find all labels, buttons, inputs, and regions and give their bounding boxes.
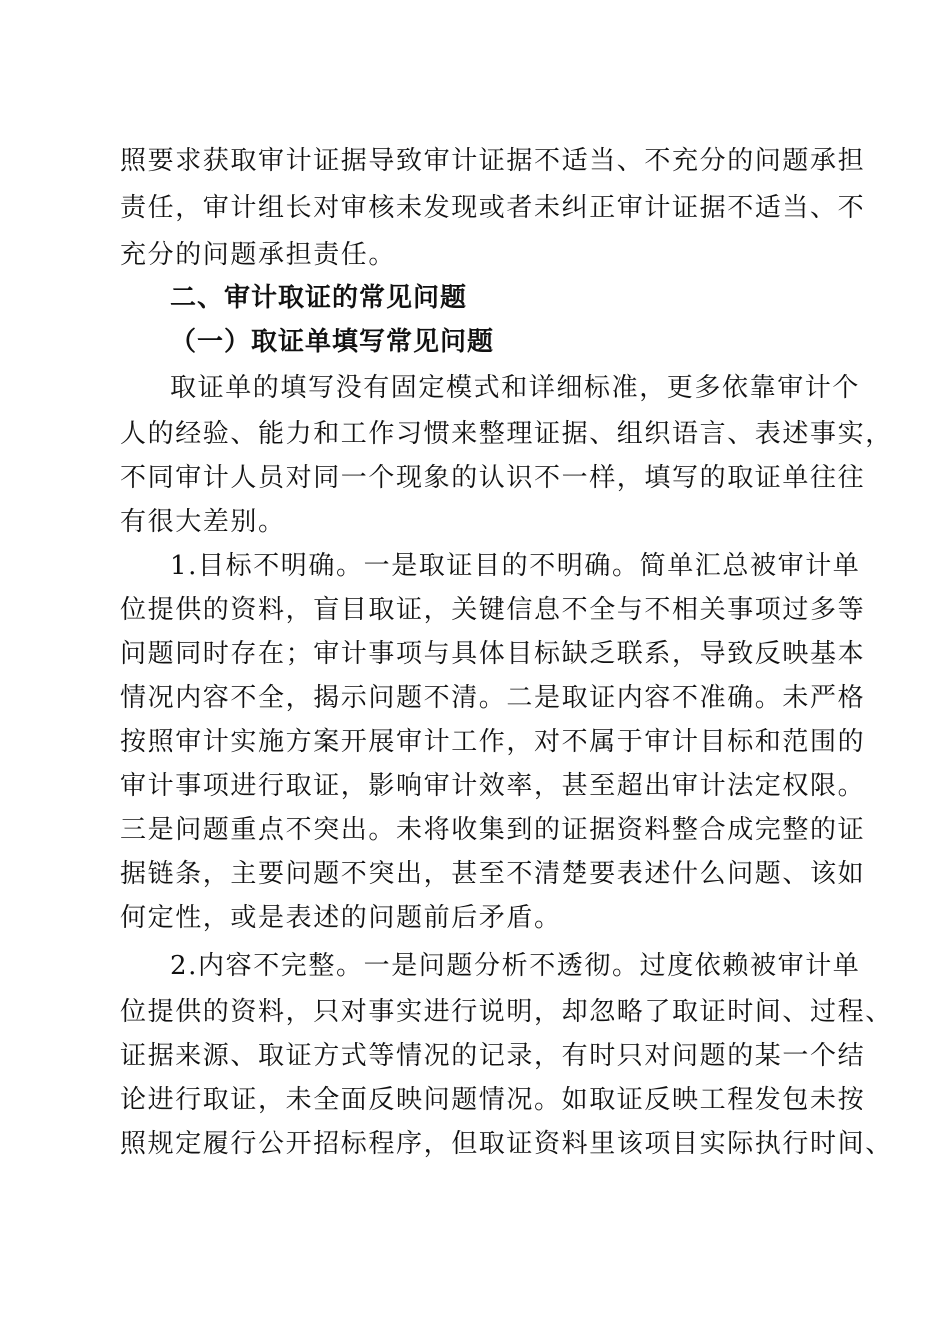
paragraph-line: 证据来源、取证方式等情况的记录，有时只对问题的某一个结 [120, 1041, 866, 1071]
paragraph-line: 有很大差别。 [120, 507, 286, 537]
paragraph-line: 三是问题重点不突出。未将收集到的证据资料整合成完整的证 [120, 815, 866, 845]
paragraph-line: 责任，审计组长对审核未发现或者未纠正审计证据不适当、不 [120, 193, 866, 223]
paragraph-line: 取证单的填写没有固定模式和详细标准，更多依靠审计个 [170, 373, 861, 403]
paragraph-line: 照规定履行公开招标程序，但取证资料里该项目实际执行时间、 [120, 1129, 893, 1159]
paragraph-line: 位提供的资料，只对事实进行说明，却忽略了取证时间、过程、 [120, 997, 893, 1027]
paragraph-line: 位提供的资料，盲目取证，关键信息不全与不相关事项过多等 [120, 595, 866, 625]
subsection-heading: （一）取证单填写常见问题 [170, 327, 495, 357]
section-heading: 二、审计取证的常见问题 [170, 283, 468, 313]
paragraph-line: 论进行取证，未全面反映问题情况。如取证反映工程发包未按 [120, 1085, 866, 1115]
paragraph-line: 据链条，主要问题不突出，甚至不清楚要表述什么问题、该如 [120, 859, 866, 889]
paragraph-line: 不同审计人员对同一个现象的认识不一样，填写的取证单往往 [120, 463, 866, 493]
paragraph-line: 2.内容不完整。一是问题分析不透彻。过度依赖被审计单 [170, 951, 861, 981]
paragraph-line: 按照审计实施方案开展审计工作，对不属于审计目标和范围的 [120, 727, 866, 757]
paragraph-line: 1.目标不明确。一是取证目的不明确。简单汇总被审计单 [170, 551, 861, 581]
paragraph-line: 审计事项进行取证，影响审计效率，甚至超出审计法定权限。 [120, 771, 866, 801]
paragraph-line: 照要求获取审计证据导致审计证据不适当、不充分的问题承担 [120, 146, 866, 176]
paragraph-line: 充分的问题承担责任。 [120, 240, 397, 270]
paragraph-line: 情况内容不全，揭示问题不清。二是取证内容不准确。未严格 [120, 683, 866, 713]
paragraph-line: 问题同时存在；审计事项与具体目标缺乏联系，导致反映基本 [120, 639, 866, 669]
paragraph-line: 何定性，或是表述的问题前后矛盾。 [120, 903, 562, 933]
paragraph-line: 人的经验、能力和工作习惯来整理证据、组织语言、表述事实， [120, 419, 893, 449]
